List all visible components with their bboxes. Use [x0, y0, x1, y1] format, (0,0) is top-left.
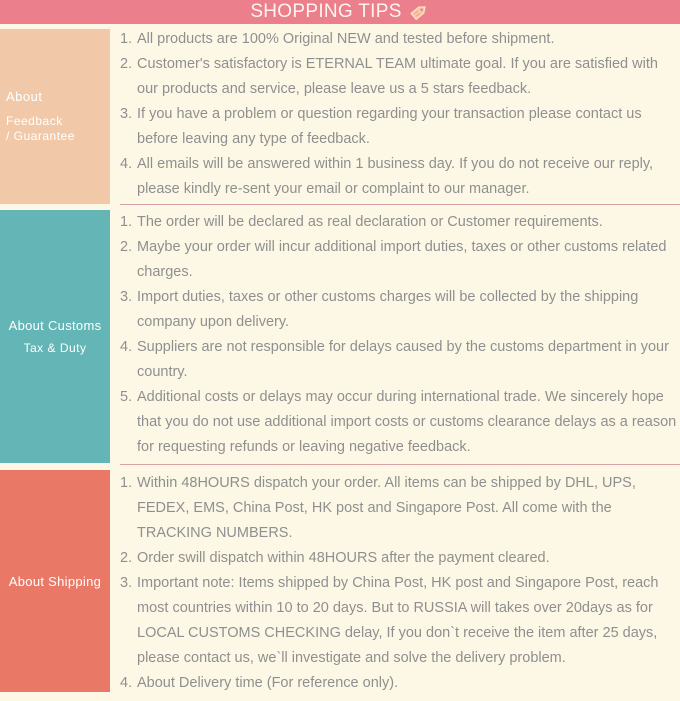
section-label-line: About [6, 89, 43, 104]
shipping-tips-list [120, 471, 678, 696]
list-item: 4. All emails will be answered within 1 business day. If you do not receive our reply, please kindly re-sent your email or complaint to our manager. [120, 156, 654, 197]
section-label-line: Feedback [6, 114, 63, 128]
section-divider [120, 204, 680, 205]
list-item: 3. If you have a problem or question regarding your transaction please contact us before leaving any type of feedback. [120, 106, 642, 147]
section-label-line: About Customs [8, 318, 102, 333]
section-label-feedback [0, 29, 110, 204]
list-item: 1. All products are 100% Original NEW and tested before shipment. [120, 31, 555, 47]
section-divider [120, 464, 680, 465]
customs-tips-list [120, 210, 678, 460]
section-label-line: About Shipping [8, 573, 102, 589]
list-item: 5. Additional costs or delays may occur during international trade. We sincerely hope that you do not use additional import costs or customs clearance delays as a reason for requesting refunds or leaving negative feedback. [120, 389, 677, 455]
list-item: 1. Within 48HOURS dispatch your order. All items can be shipped by DHL, UPS, FEDEX, EMS, China Post, HK post and Singapore Post. All come with the TRACKING NUMBERS. [120, 475, 636, 541]
shopping-tips-header [0, 0, 680, 24]
feedback-tips-list [120, 27, 678, 202]
list-item: 4. Suppliers are not responsible for delays caused by the customs department in your country. [120, 339, 669, 380]
list-item: 3. Important note: Items shipped by China Post, HK post and Singapore Post, reach most countries within 10 to 20 days. But to RUSSIA will takes over 20days as for LOCAL CUSTOMS CHECKING delay, If you don`t receive the item after 25 days, please contact us, we`ll investigate and solve the delivery problem. [120, 575, 659, 666]
list-item: 1. The order will be declared as real declaration or Customer requirements. [120, 214, 603, 230]
section-label-customs [0, 210, 110, 463]
price-tag-icon [408, 1, 430, 23]
list-item: 4. About Delivery time (For reference only). [120, 675, 399, 691]
page-title: SHOPPING TIPS [250, 1, 402, 22]
section-label-line: / Guarantee [6, 129, 75, 143]
list-item: 2. Order swill dispatch within 48HOURS after the payment cleared. [120, 550, 550, 566]
list-item: 3. Import duties, taxes or other customs charges will be collected by the shipping company upon delivery. [120, 289, 639, 330]
section-label-shipping [0, 470, 110, 692]
list-item: 2. Maybe your order will incur additional import duties, taxes or other customs related charges. [120, 239, 667, 280]
list-item: 2. Customer's satisfactory is ETERNAL TEAM ultimate goal. If you are satisfied with our products and service, please leave us a 5 stars feedback. [120, 56, 658, 97]
section-label-line: Tax & Duty [23, 341, 87, 355]
